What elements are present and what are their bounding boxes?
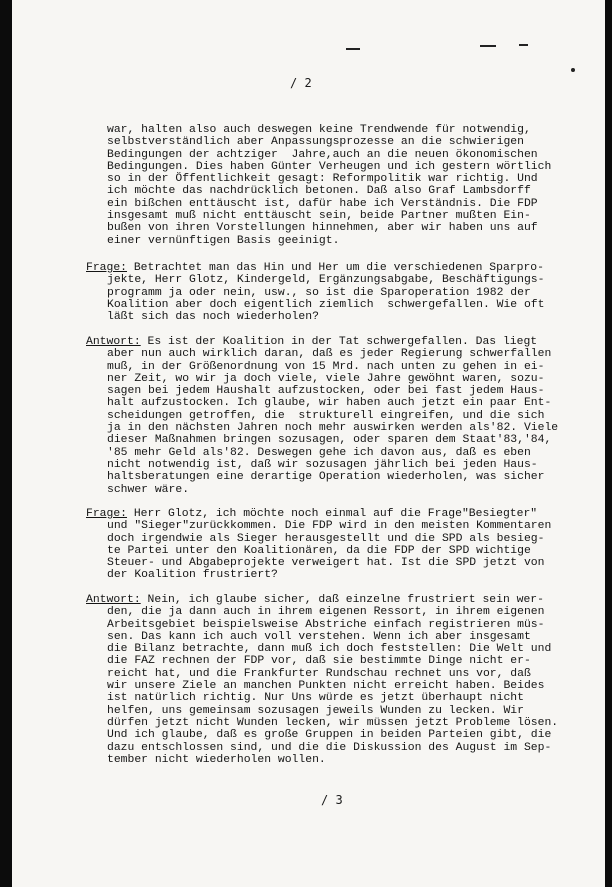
text-line: einer vernünftigen Basis geeinigt.	[107, 234, 340, 247]
text-line: Bedingungen. Dies haben Günter Verheugen und ich gestern wörtlich	[107, 160, 552, 173]
text-line: dazu entschlossen sind, und die die Diskussion des August im Sep-	[107, 741, 552, 754]
answer-paragraph	[86, 594, 558, 766]
text-line: Und ich glaube, daß es große Gruppen in beiden Parteien gibt, die	[107, 729, 552, 742]
answer-paragraph	[86, 336, 558, 496]
question-label: Frage:	[86, 508, 128, 520]
text-line: te Partei unter den Koalitionären, da die FDP der SPD wichtige	[107, 544, 531, 557]
scan-speck	[519, 44, 528, 46]
answer-label: Antwort:	[86, 594, 141, 606]
question-paragraph	[86, 262, 544, 323]
scan-border-left	[0, 0, 12, 887]
answer-label: Antwort:	[86, 336, 141, 348]
text-line: die Bilanz betrachte, dann muß ich doch feststellen: Die Welt und	[107, 643, 552, 656]
text-line: die FAZ rechnen der FDP vor, daß sie bestimmte Dinge nicht er-	[107, 655, 531, 668]
question-paragraph	[86, 508, 551, 582]
text-line: jekte, Herr Glotz, Kindergeld, Ergänzungsabgabe, Beschäftigungs-	[107, 274, 545, 287]
text-line: '85 mehr Geld als'82. Deswegen gehe ich davon aus, daß es eben	[107, 446, 531, 459]
text-line: wir unsere Ziele an manchen Punkten nicht erreicht haben. Beides	[107, 680, 545, 693]
text-line: Arbeitsgebiet beispielsweise Abstriche einfach registrieren müs-	[107, 618, 545, 631]
text-line: ist natürlich richtig. Nur Uns würde es jetzt überhaupt nicht	[107, 692, 524, 705]
text-line: und "Sieger"zurückkommen. Die FDP wird in den meisten Kommentaren	[107, 520, 552, 533]
text-line: selbstverständlich aber Anpassungsprozesse an die schwierigen	[107, 136, 524, 149]
text-line: aber nun auch wirklich daran, daß es jeder Regierung schwerfallen	[107, 348, 552, 361]
text-line: sen. Das kann ich auch voll verstehen. Wenn ich aber insgesamt	[107, 630, 531, 643]
text-line: Koalition aber doch eigentlich ziemlich schwergefallen. Wie oft	[107, 298, 545, 311]
text-line: bußen von ihren Vorstellungen hinnehmen, aber wir haben uns auf	[107, 222, 538, 235]
text-line: Betrachtet man das Hin und Her um die verschiedenen Sparpro-	[127, 262, 544, 274]
scan-speck	[571, 68, 575, 72]
text-line: ner Zeit, wo wir ja doch viele, viele Jahre gewöhnt waren, sozu-	[107, 372, 545, 385]
text-line: helfen, uns gemeinsam sozusagen jeweils Wunden zu lecken. Wir	[107, 704, 524, 717]
text-line: tember nicht wiederholen wollen.	[107, 753, 326, 766]
text-line: so in der Öffentlichkeit gesagt: Reformpolitik war richtig. Und	[107, 173, 538, 186]
text-line: ich möchte das nachdrücklich betonen. Daß also Graf Lambsdorff	[107, 185, 531, 198]
text-line: reicht hat, und die Frankfurter Rundschau rechnet uns vor, daß	[107, 667, 531, 680]
text-line: Steuer- und Abgabeprojekte verweigert hat. Ist die SPD jetzt von	[107, 557, 545, 570]
text-line: doch irgendwie als Sieger herausgestellt und die SPD als besieg-	[107, 532, 545, 545]
text-line: ja in den nächsten Jahren noch mehr auswirken werden als'82. Viele	[107, 422, 559, 435]
text-line: ein bißchen enttäuscht ist, dafür habe ich Verständnis. Die FDP	[107, 197, 538, 210]
continuation-paragraph	[107, 124, 551, 247]
question-label: Frage:	[86, 262, 128, 274]
text-line: scheidungen getroffen, die strukturell eingreifen, und die sich	[107, 409, 545, 422]
text-line: Es ist der Koalition in der Tat schwergefallen. Das liegt	[140, 336, 538, 348]
text-line: Nein, ich glaube sicher, daß einzelne frustriert sein wer-	[140, 594, 544, 606]
scan-speck	[480, 45, 496, 47]
text-line: Bedingungen der achtziger Jahre,auch an die neuen ökonomischen	[107, 148, 538, 161]
text-line: den, die ja dann auch in ihrem eigenen Ressort, in ihrem eigenen	[107, 606, 545, 619]
text-line: haltsberatungen eine derartige Operation wiederholen, was sicher	[107, 471, 545, 484]
text-line: halt aufzustocken. Ich glaube, wir haben auch jetzt ein paar Ent-	[107, 397, 552, 410]
text-line: nicht notwendig ist, daß wir sozusagen jährlich bei jeden Haus-	[107, 458, 538, 471]
text-line: sagen bei jedem Haushalt aufzustocken, oder bei fast jedem Haus-	[107, 385, 545, 398]
text-line: insgesamt muß nicht enttäuscht sein, beide Partner mußten Ein-	[107, 210, 531, 223]
text-line: Herr Glotz, ich möchte noch einmal auf die Frage"Besiegter"	[127, 508, 538, 520]
text-line: der Koalition frustriert?	[107, 569, 278, 582]
text-line: muß, in der Größenordnung von 15 Mrd. nach unten zu gehen in ei-	[107, 360, 545, 373]
text-line: läßt sich das noch wiederholen?	[107, 311, 319, 324]
text-line: war, halten also auch deswegen keine Trendwende für notwendig,	[107, 124, 531, 136]
text-line: schwer wäre.	[107, 483, 190, 496]
page-number: / 2	[290, 76, 312, 90]
scan-speck	[346, 48, 360, 50]
scan-border-right	[605, 0, 612, 887]
text-line: dieser Maßnahmen bringen sozusagen, oder sparen dem Staat'83,'84,	[107, 434, 552, 447]
next-page-indicator: / 3	[321, 793, 343, 807]
text-line: dürfen jetzt nicht Wunden lecken, wir müssen jetzt Probleme lösen.	[107, 716, 559, 729]
text-line: programm ja oder nein, usw., so ist die Sparoperation 1982 der	[107, 286, 531, 299]
